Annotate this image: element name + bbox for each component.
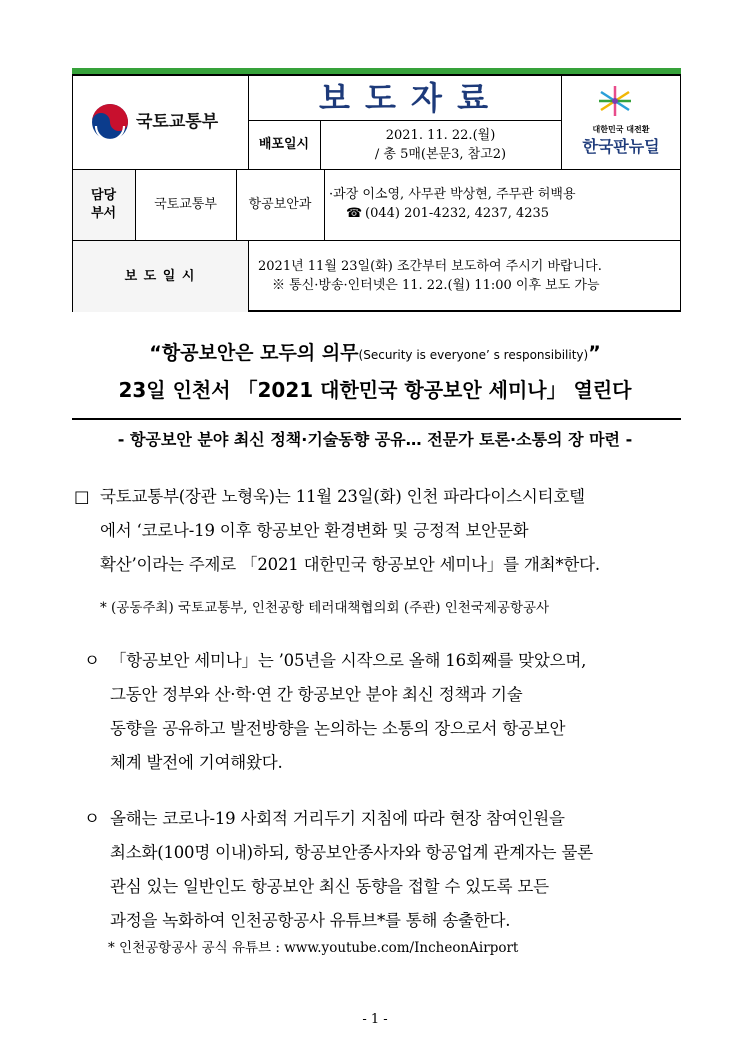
new-deal-small-text: 대한민국 대전환 bbox=[592, 125, 650, 134]
headline-quote-english: (Security is everyone’ s responsibility) bbox=[358, 348, 589, 362]
p2-line2: 그동안 정부와 산·학·연 간 항공보안 분야 최신 정책과 기술 bbox=[110, 685, 523, 704]
p3-line4: 과정을 녹화하여 인천공항공사 유튜브*를 통해 송출한다. bbox=[110, 911, 511, 930]
border-right bbox=[680, 76, 681, 312]
headline-rule bbox=[72, 418, 681, 420]
col-divider bbox=[324, 169, 325, 240]
col-divider bbox=[248, 240, 249, 312]
p3-line1: 올해는 코로나-19 사회적 거리두기 지침에 따라 현장 참여인원을 bbox=[110, 809, 565, 828]
press-release-header-table bbox=[72, 74, 681, 312]
taegeuk-emblem-icon bbox=[90, 102, 130, 142]
doc-type-title: 보 도 자 료 bbox=[318, 79, 491, 117]
headline-quote-main: “항공보안은 모두의 의무 bbox=[149, 342, 359, 364]
p2-line3: 동향을 공유하고 발전방향을 논의하는 소통의 장으로서 항공보안 bbox=[110, 719, 566, 738]
footnote-cohost: * (공동주최) 국토교통부, 인천공항 테러대책협의회 (주관) 인천국제공항공사 bbox=[100, 600, 550, 616]
embargo-line1: 2021년 11월 23일(화) 조간부터 보도하여 주시기 바랍니다. bbox=[258, 259, 602, 274]
dist-date-line2: / 총 5매(본문3, 참고2) bbox=[374, 147, 507, 162]
new-deal-big-text: 한국판뉴딜 bbox=[582, 137, 660, 156]
contact-dept: 국토교통부 bbox=[154, 197, 217, 212]
headline-subtitle: - 항공보안 분야 최신 정책·기술동향 공유… 전문가 토론·소통의 장 마련 - bbox=[117, 430, 633, 449]
contact-phone: (044) 201-4232, 4237, 4235 bbox=[365, 206, 550, 221]
dist-date-label: 배포일시 bbox=[258, 137, 310, 152]
contact-label-2: 부서 bbox=[90, 206, 117, 221]
bullet-square: □ bbox=[74, 487, 90, 506]
bullet-circle: ㅇ bbox=[84, 651, 100, 670]
p3-line2: 최소화(100명 이내)하되, 항공보안종사자와 항공업계 관계자는 물론 bbox=[110, 843, 593, 862]
embargo-line2: ※ 통신·방송·인터넷은 11. 22.(월) 11:00 이후 보도 가능 bbox=[272, 278, 600, 293]
headline-title: 23일 인천서 「2021 대한민국 항공보안 세미나」 열린다 bbox=[118, 378, 632, 402]
headline-quote bbox=[0, 340, 750, 368]
contact-label-1: 담당 bbox=[90, 188, 117, 203]
dist-date-line1: 2021. 11. 22.(월) bbox=[385, 128, 496, 143]
new-deal-logo-icon bbox=[595, 84, 635, 118]
row-divider bbox=[72, 169, 681, 170]
footnote-youtube: * 인천공항공사 공식 유튜브 : www.youtube.com/IncheonAirport bbox=[108, 940, 519, 956]
p2-line1: 「항공보안 세미나」는 ’05년을 시작으로 올해 16회째를 맞았으며, bbox=[110, 651, 587, 670]
headline-quote-end: ” bbox=[588, 342, 601, 364]
embargo-label: 보 도 일 시 bbox=[124, 269, 196, 284]
p1-line2: 에서 ‘코로나-19 이후 항공보안 환경변화 및 긍정적 보안문화 bbox=[100, 521, 529, 540]
row-divider bbox=[72, 240, 681, 241]
phone-icon: ☎ bbox=[346, 206, 363, 221]
ministry-name: 국토교통부 bbox=[136, 112, 219, 132]
contact-division: 항공보안과 bbox=[248, 197, 312, 212]
p3-line3: 관심 있는 일반인도 항공보안 최신 동향을 접할 수 있도록 모든 bbox=[110, 877, 549, 896]
p1-line3: 확산’이라는 주제로 「2021 대한민국 항공보안 세미나」를 개최*한다. bbox=[100, 555, 600, 574]
bullet-circle: ㅇ bbox=[84, 809, 100, 828]
p2-line4: 체계 발전에 기여해왔다. bbox=[110, 753, 283, 772]
page-number: - 1 - bbox=[362, 1012, 388, 1027]
p1-line1: 국토교통부(장관 노형욱)는 11월 23일(화) 인천 파라다이스시티호텔 bbox=[100, 487, 585, 506]
title-divider bbox=[248, 120, 561, 121]
contact-people: ·과장 이소영, 사무관 박상현, 주무관 허백용 bbox=[329, 187, 576, 202]
